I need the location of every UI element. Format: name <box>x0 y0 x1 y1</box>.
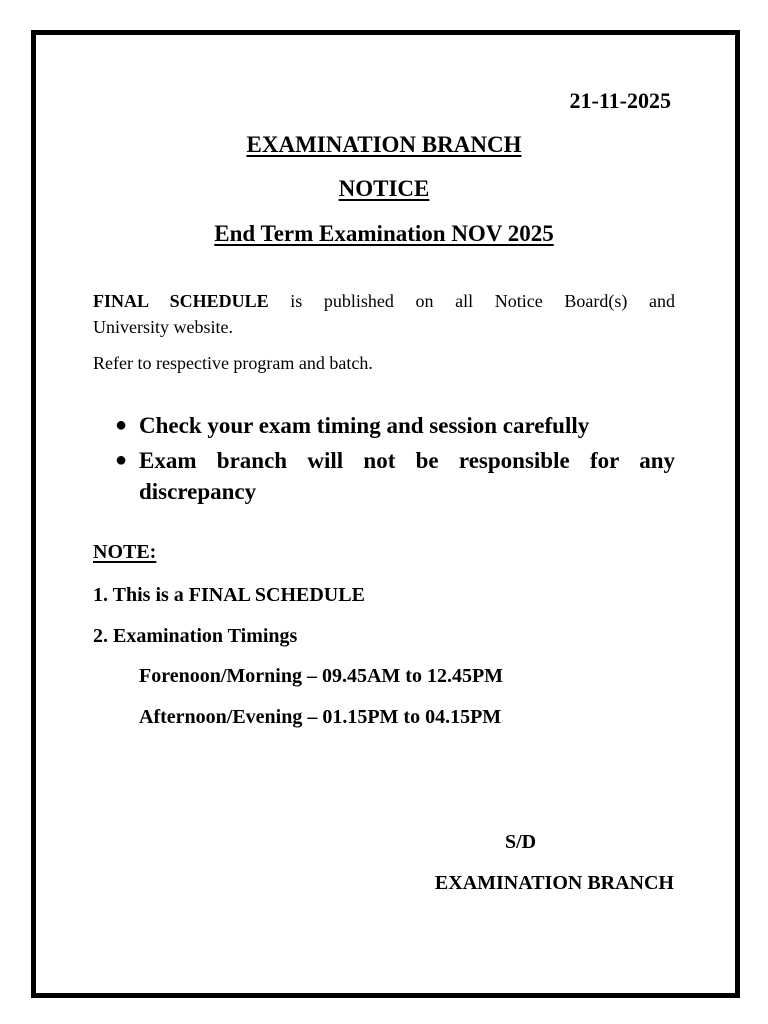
instruction-list <box>113 410 675 511</box>
bullet-icon: ● <box>115 414 128 436</box>
department-heading: EXAMINATION BRANCH <box>246 132 522 157</box>
instruction-text: Check your exam timing and session carefully <box>139 413 590 438</box>
notice-subject: End Term Examination NOV 2025 <box>214 221 554 246</box>
instruction-item <box>113 445 675 507</box>
schedule-paragraph-line1 <box>93 288 675 314</box>
schedule-paragraph-rest: is published on all Notice Board(s) and <box>290 291 675 311</box>
note-item-final-schedule: 1. This is a FINAL SCHEDULE <box>93 584 365 606</box>
note-item-timings: 2. Examination Timings <box>93 625 298 647</box>
signature-sd: S/D <box>505 831 537 853</box>
refer-paragraph: Refer to respective program and batch. <box>93 353 373 373</box>
schedule-paragraph-line2: University website. <box>93 317 233 337</box>
instruction-text: Exam branch will not be responsible for any <box>139 448 675 473</box>
instruction-text-continued: discrepancy <box>139 479 257 504</box>
note-heading: NOTE: <box>93 541 157 563</box>
evening-timing: Afternoon/Evening – 01.15PM to 04.15PM <box>139 706 502 728</box>
final-schedule-lead: FINAL SCHEDULE <box>93 291 269 311</box>
instruction-item <box>113 410 675 441</box>
notice-date: 21-11-2025 <box>569 88 671 113</box>
morning-timing: Forenoon/Morning – 09.45AM to 12.45PM <box>139 665 504 687</box>
signature-branch: EXAMINATION BRANCH <box>434 872 674 894</box>
schedule-paragraph <box>93 288 675 340</box>
bullet-icon: ● <box>115 449 128 471</box>
notice-title: NOTICE <box>338 176 430 201</box>
